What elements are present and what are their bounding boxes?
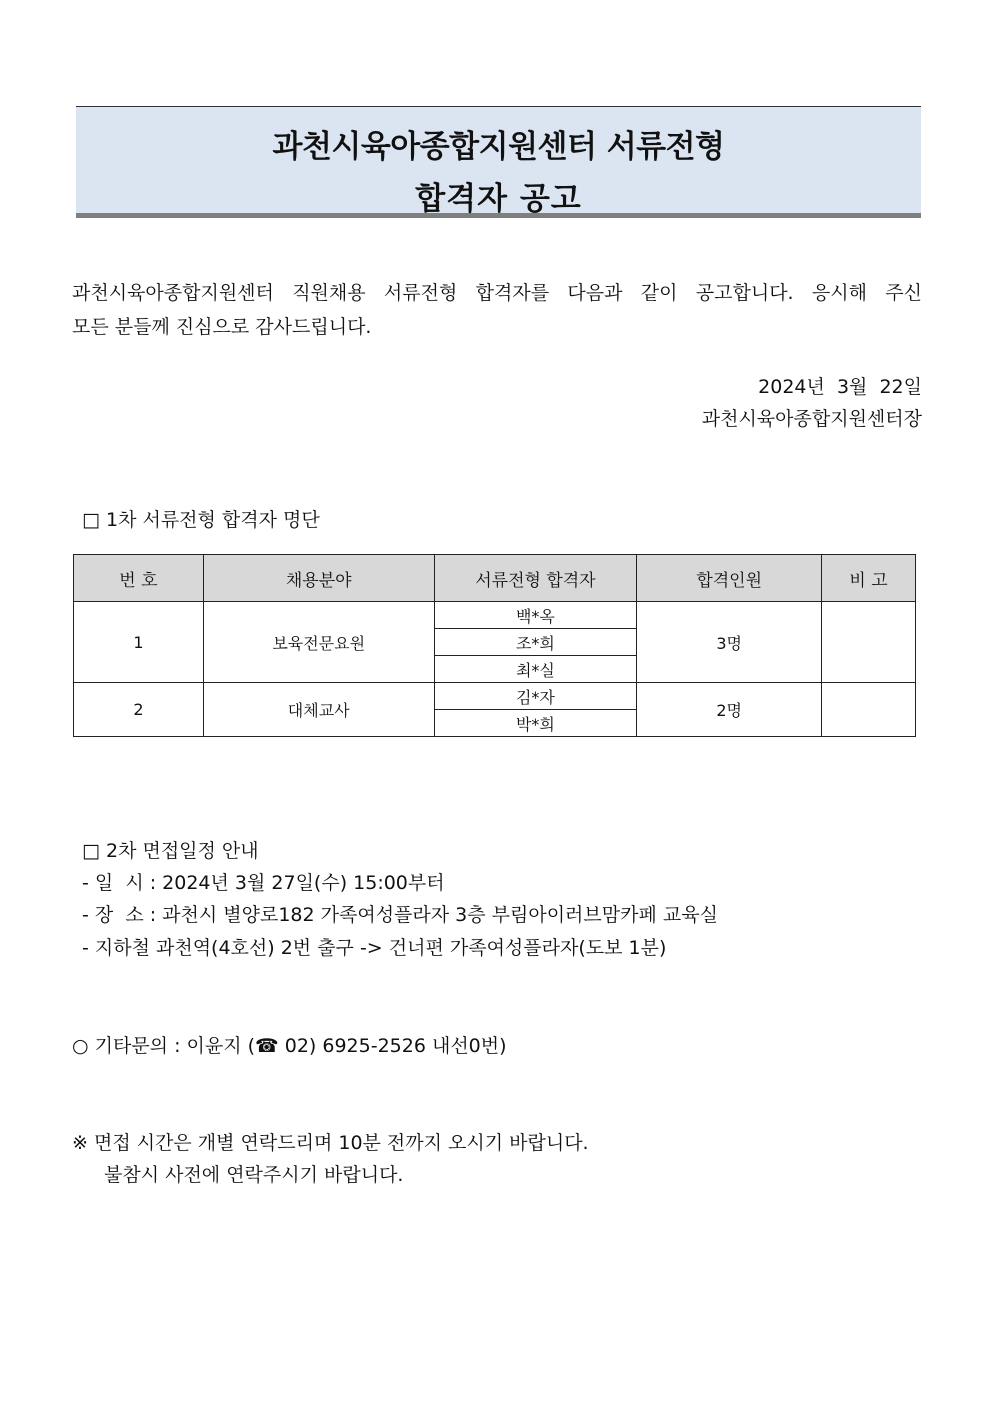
row1-note bbox=[822, 602, 916, 683]
page-title: 과천시육아종합지원센터 서류전형 bbox=[272, 129, 725, 165]
header-no: 번 호 bbox=[74, 555, 204, 602]
header-field: 채용분야 bbox=[203, 555, 434, 602]
intro-line-2: 모든 분들께 진심으로 감사드립니다. bbox=[72, 316, 372, 338]
row1-count: 3명 bbox=[637, 602, 822, 683]
row2-note bbox=[822, 683, 916, 737]
schedule-place: - 장 소 : 과천시 별양로182 가족여성플라자 3층 부림아이러브맘카페 교육실 bbox=[82, 904, 718, 926]
table-row bbox=[74, 683, 916, 710]
header-passers: 서류전형 합격자 bbox=[434, 555, 637, 602]
intro-line-1: 과천시육아종합지원센터 직원채용 서류전형 합격자를 다음과 같이 공고합니다. 응시해 주신 bbox=[72, 282, 922, 304]
section2-heading: □ 2차 면접일정 안내 bbox=[82, 840, 259, 862]
header-note: 비 고 bbox=[822, 555, 916, 602]
schedule-directions: - 지하철 과천역(4호선) 2번 출구 -> 건너편 가족여성플라자(도보 1분) bbox=[82, 937, 667, 959]
row2-no: 2 bbox=[74, 683, 204, 737]
row1-no: 1 bbox=[74, 602, 204, 683]
announcement-date: 2024년 3월 22일 bbox=[758, 376, 922, 398]
row2-name-2: 박*희 bbox=[434, 710, 637, 737]
page-subtitle: 합격자 공고 bbox=[415, 181, 582, 217]
row1-field: 보육전문요원 bbox=[203, 602, 434, 683]
results-table bbox=[73, 554, 916, 737]
table-row bbox=[74, 602, 916, 629]
intro-paragraph bbox=[72, 276, 922, 344]
table-header-row bbox=[74, 555, 916, 602]
title-box bbox=[76, 106, 921, 218]
row1-name-2: 조*희 bbox=[434, 629, 637, 656]
notice-line-1: ※ 면접 시간은 개별 연락드리며 10분 전까지 오시기 바랍니다. bbox=[72, 1132, 589, 1154]
issuer: 과천시육아종합지원센터장 bbox=[701, 408, 922, 430]
notice-line-2: 불참시 사전에 연락주시기 바랍니다. bbox=[104, 1164, 404, 1186]
contact-info: ○ 기타문의 : 이윤지 (☎ 02) 6925-2526 내선0번) bbox=[72, 1035, 507, 1057]
header-count: 합격인원 bbox=[637, 555, 822, 602]
row1-name-3: 최*실 bbox=[434, 656, 637, 683]
row2-name-1: 김*자 bbox=[434, 683, 637, 710]
row2-count: 2명 bbox=[637, 683, 822, 737]
row1-name-1: 백*옥 bbox=[434, 602, 637, 629]
row2-field: 대체교사 bbox=[203, 683, 434, 737]
section1-heading: □ 1차 서류전형 합격자 명단 bbox=[82, 509, 320, 531]
schedule-time: - 일 시 : 2024년 3월 27일(수) 15:00부터 bbox=[82, 872, 445, 894]
